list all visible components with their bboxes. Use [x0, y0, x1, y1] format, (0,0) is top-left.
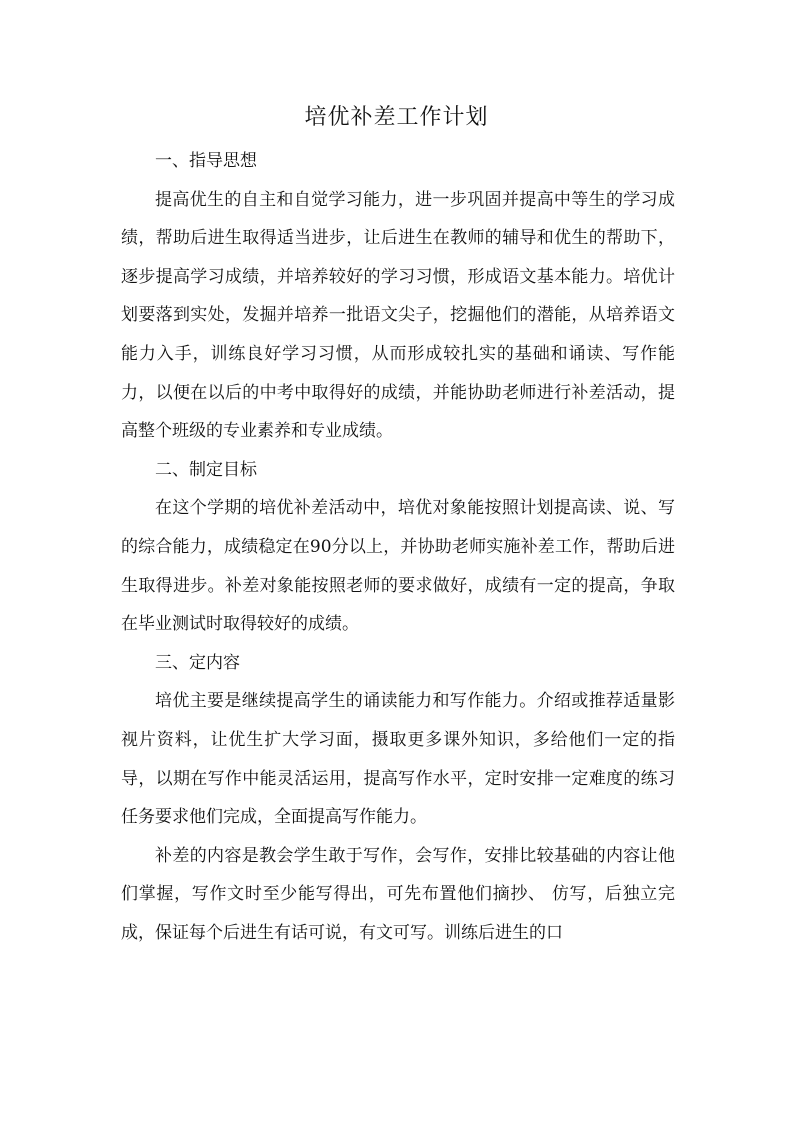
paragraph-set-goals: 在这个学期的培优补差活动中，培优对象能按照计划提高读、说、写的综合能力，成绩稳定在90分以上，并协助老师实施补差工作，帮助后进生取得进步。补差对象能按照老师的要求做好，成绩有一定的提高，争取在毕业测试时取得较好的成绩。	[121, 498, 675, 635]
document-body	[121, 142, 675, 952]
section-heading-set-goals: 二、制定目标	[155, 459, 257, 480]
section-heading-guiding-ideology: 一、指导思想	[155, 151, 257, 171]
paragraph-guiding-ideology: 提高优生的自主和自觉学习能力，进一步巩固并提高中等生的学习成绩，帮助后进生取得适当进步，让后进生在教师的辅导和优生的帮助下，逐步提高学习成绩，并培养较好的学习习惯，形成语文基本能力。培优计划要落到实处，发掘并培养一批语文尖子，挖掘他们的潜能，从培养语文能力入手，训练良好学习习惯，从而形成较扎实的基础和诵读、写作能力，以便在以后的中考中取得好的成绩，并能协助老师进行补差活动，提高整个班级的专业素养和专业成绩。	[121, 189, 675, 442]
section-heading-content: 三、定内容	[155, 652, 240, 673]
document-title: 培优补差工作计划	[304, 105, 489, 130]
paragraph-content-remedial: 补差的内容是教会学生敢于写作，会写作，安排比较基础的内容让他们掌握，写作文时至少能写得出，可先布置他们摘抄、 仿写，后独立完成，保证每个后进生有话可说，有文可写。训练后进生的口	[121, 845, 675, 943]
paragraph-content-advanced: 培优主要是继续提高学生的诵读能力和写作能力。介绍或推荐适量影视片资料，让优生扩大学习面，摄取更多课外知识，多给他们一定的指导，以期在写作中能灵活运用，提高写作水平，定时安排一定难度的练习任务要求他们完成，全面提高写作能力。	[121, 691, 675, 828]
